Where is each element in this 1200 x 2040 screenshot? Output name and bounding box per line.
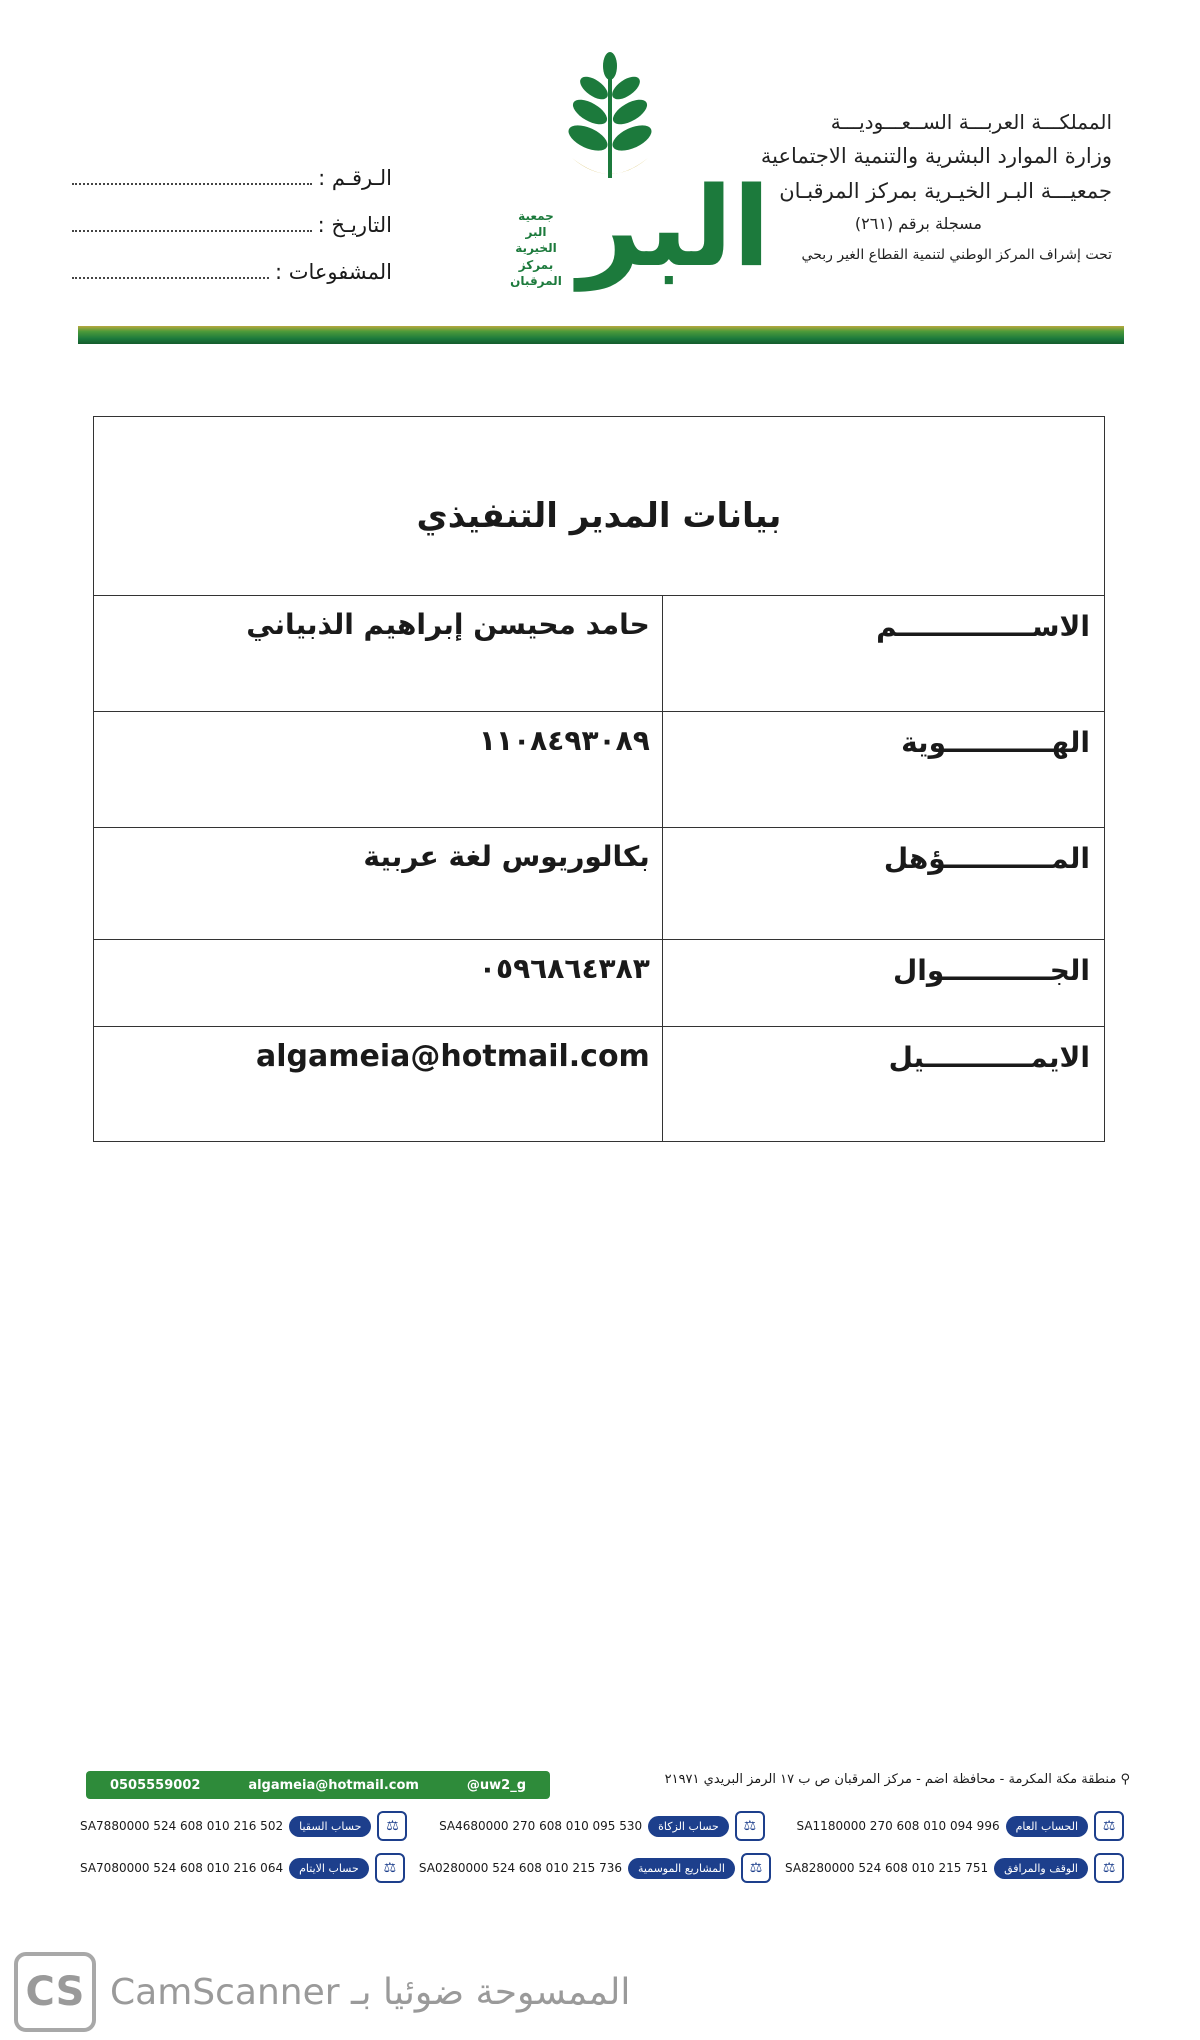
- org-line-supervision: تحت إشراف المركز الوطني لتنمية القطاع الغير ربحي: [801, 247, 1112, 263]
- bank-account: [80, 1852, 405, 1884]
- bank-account-iban: SA8280000 524 608 010 215 751: [785, 1861, 989, 1875]
- bank-account: [785, 1852, 1124, 1884]
- bank-accounts-row: [80, 1852, 1124, 1884]
- logo-sub-line: المرقبان: [510, 273, 562, 288]
- table-row: [94, 828, 1105, 940]
- footer-address: [665, 1772, 1130, 1787]
- camscanner-text: CamScanner الممسوحة ضوئيا بـ: [110, 1971, 631, 2013]
- footer-contact-bar: [86, 1771, 550, 1799]
- location-pin-icon: ⚲: [1120, 1772, 1130, 1787]
- bank-account-label: المشاريع الموسمية: [628, 1858, 735, 1879]
- footer-address-text: منطقة مكة المكرمة - محافظة اضم - مركز المرقبان ص ب ١٧ الرمز البريدي ٢١٩٧١: [664, 1772, 1117, 1787]
- bank-logo-icon: ⚖: [1094, 1853, 1124, 1883]
- ref-number-field: [72, 166, 392, 213]
- bank-account: [797, 1810, 1125, 1842]
- camscanner-watermark: [14, 1952, 630, 2032]
- row-label: المـــــــــــؤهل: [662, 828, 1104, 940]
- logo-sub-line: البر: [525, 225, 547, 240]
- bank-account-iban: SA7880000 524 608 010 216 502: [80, 1819, 284, 1833]
- row-value-qualification: بكالوريوس لغة عربية: [94, 828, 663, 940]
- bank-account-label: الوقف والمرافق: [994, 1858, 1088, 1879]
- bank-logo-icon: ⚖: [1094, 1811, 1124, 1841]
- row-value-id: ١١٠٨٤٩٣٠٨٩: [94, 712, 663, 828]
- row-value-email: algameia@hotmail.com: [94, 1027, 663, 1142]
- bank-account: [80, 1810, 407, 1842]
- bank-account: [419, 1852, 771, 1884]
- bank-account-label: حساب الايتام: [289, 1858, 369, 1879]
- table-row: [94, 1027, 1105, 1142]
- bank-logo-icon: ⚖: [377, 1811, 407, 1841]
- row-label: الجـــــــــــوال: [662, 940, 1104, 1027]
- org-line-registration: مسجلة برقم (٢٦١): [854, 214, 982, 233]
- bank-accounts-row: [80, 1810, 1124, 1842]
- ref-date-label: التاريـخ :: [317, 213, 392, 237]
- row-value-mobile: ٠٥٩٦٨٦٤٣٨٣: [94, 940, 663, 1027]
- ref-number-blank: [72, 182, 312, 185]
- twitter-handle: @uw2_g: [466, 1777, 527, 1793]
- row-label: الاســــــــــــــم: [662, 596, 1104, 712]
- logo-sub-line: جمعية: [518, 209, 554, 223]
- bank-account: [439, 1810, 765, 1842]
- table-title: بيانات المدير التنفيذي: [416, 496, 782, 536]
- email-address: algameia@hotmail.com: [248, 1777, 419, 1793]
- bank-account-iban: SA0280000 524 608 010 215 736: [418, 1861, 622, 1875]
- row-value-name: حامد محيسن إبراهيم الذبياني: [94, 596, 663, 712]
- bank-logo-icon: ⚖: [741, 1853, 771, 1883]
- org-line-country: المملكـــة العربـــة الســعـــوديـــة: [830, 110, 1112, 134]
- association-logo: [500, 50, 771, 310]
- table-row: [94, 596, 1105, 712]
- camscanner-logo: CS: [14, 1952, 96, 2032]
- ref-attachments-label: المشفوعات :: [274, 260, 392, 284]
- ref-attachments-field: [72, 260, 392, 307]
- ref-date-field: [72, 213, 392, 260]
- bank-logo-icon: ⚖: [735, 1811, 765, 1841]
- org-line-association: جمعيـــة البـر الخيـرية بمركز المرقبـان: [779, 179, 1112, 203]
- bank-account-iban: SA1180000 270 608 010 094 996: [796, 1819, 1000, 1833]
- header-divider-band: [78, 326, 1124, 344]
- row-label: الايمـــــــــــيل: [662, 1027, 1104, 1142]
- ref-date-blank: [72, 229, 312, 232]
- reference-fields: [72, 166, 392, 307]
- bank-account-iban: SA7080000 524 608 010 216 064: [80, 1861, 284, 1875]
- bank-account-label: حساب الزكاة: [648, 1816, 729, 1837]
- table-row: [94, 940, 1105, 1027]
- phone-number: 0505559002: [109, 1777, 201, 1793]
- row-label: الهـــــــــــوية: [662, 712, 1104, 828]
- table-row: [94, 712, 1105, 828]
- bank-account-label: حساب السقيا: [289, 1816, 371, 1837]
- logo-sub-line: الخيرية: [515, 241, 557, 256]
- ref-attachments-blank: [72, 276, 269, 279]
- ref-number-label: الـرقـم :: [318, 166, 392, 190]
- bank-account-iban: SA4680000 270 608 010 095 530: [439, 1819, 643, 1833]
- logo-sub-line: بمركز: [518, 257, 554, 272]
- executive-director-table: [93, 416, 1105, 1142]
- org-line-ministry: وزارة الموارد البشرية والتنمية الاجتماعية: [760, 144, 1112, 168]
- logo-wordmark: البر: [578, 163, 771, 291]
- table-title-cell: [94, 417, 1105, 596]
- bank-logo-icon: ⚖: [375, 1853, 405, 1883]
- bank-account-label: الحساب العام: [1006, 1816, 1088, 1837]
- logo-subtitle: [500, 208, 572, 289]
